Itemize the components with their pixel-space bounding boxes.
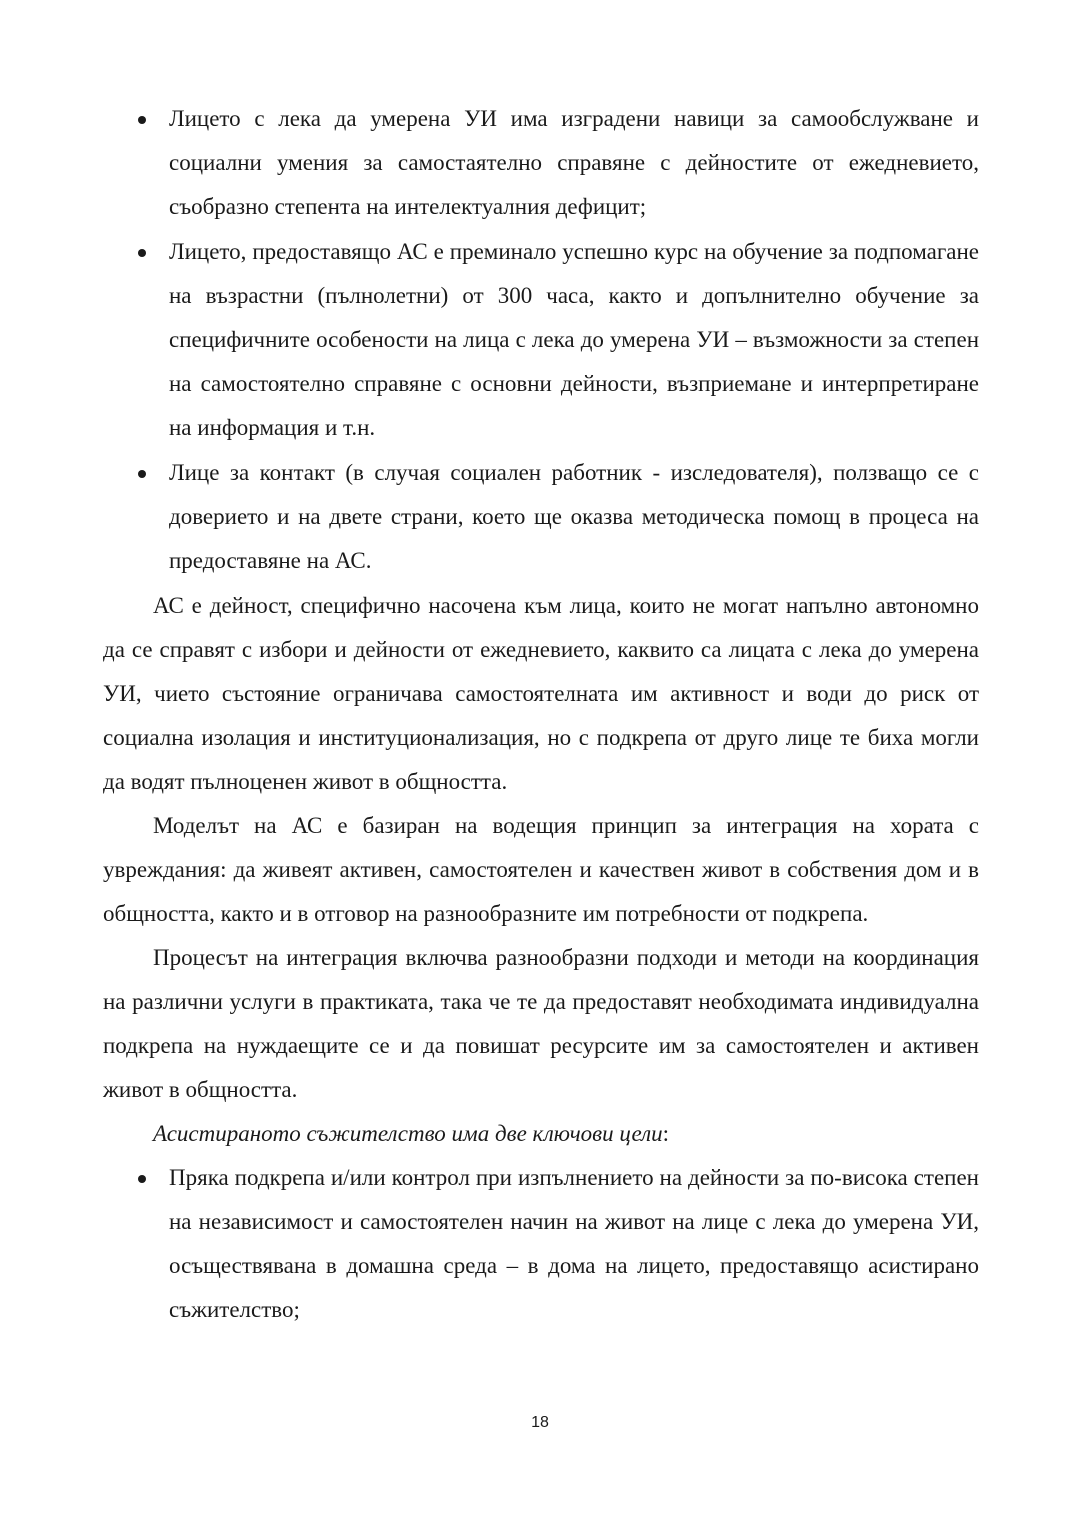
paragraph-integration: Процесът на интеграция включва разнообразни подходи и методи на координация на различни услуги в практиката, така че те да предоставят необходимата индивидуална подкрепа на нуждаещите се и да повишат ресурсите им за самостоятелен и активен живот в общността. bbox=[103, 945, 979, 1102]
italic-lead-suffix: : bbox=[662, 1121, 670, 1146]
bullet-list-top bbox=[103, 97, 979, 583]
paragraph-model: Моделът на АС е базиран на водещия принцип за интеграция на хората с увреждания: да живеят активен, самостоятелен и качествен живот в собствения дом и в общността, както и в отговор на разнообразните им потребности от подкрепа. bbox=[103, 813, 979, 926]
bullet-text: Лицето, предоставящо АС е преминало успешно курс на обучение за подпомагане на възрастни (пълнолетни) от 300 часа, както и допълнително обучение за специфичните особености на лица с лека до умерена УИ – възможности за степен на самостоятелно справяне с основни дейности, възприемане и интерпретиране на информация и т.н. bbox=[169, 239, 979, 440]
paragraph-as-definition: АС е дейност, специфично насочена към лица, които не могат напълно автономно да се справят с избори и дейности от ежедневието, каквито са лицата с лека до умерена УИ, чието състояние ограничава самостоятелната им активност и води до риск от социална изолация и институционализация, но с подкрепа от друго лице те биха могли да водят пълноценен живот в общността. bbox=[103, 593, 979, 794]
bullet-text: Лицето с лека да умерена УИ има изградени навици за самообслужване и социални умения за самостаятелно справяне с дейностите от ежедневието, съобразно степента на интелектуалния дефицит; bbox=[169, 106, 979, 219]
bullet-item bbox=[103, 1156, 979, 1332]
page-number: 18 bbox=[531, 1414, 549, 1431]
bullet-item bbox=[103, 451, 979, 583]
bullet-text: Пряка подкрепа и/или контрол при изпълнението на дейности за по-висока степен на независимост и самостоятелен начин на живот на лице с лека до умерена УИ, осъществявана в домашна среда – в дома на лицето, предоставящо асистирано съжителство; bbox=[169, 1165, 979, 1322]
bullet-text: Лице за контакт (в случая социален работник - изследователя), ползващо се с доверието и на двете страни, което ще оказва методическа помощ в процеса на предоставяне на АС. bbox=[169, 460, 979, 573]
bullet-icon bbox=[138, 249, 146, 257]
bullet-list-bottom bbox=[103, 1156, 979, 1332]
italic-lead-text: Асистираното съжителство има две ключови цели bbox=[153, 1121, 663, 1146]
bullet-icon bbox=[138, 116, 146, 124]
bullet-item bbox=[103, 230, 979, 450]
italic-lead-line bbox=[103, 1112, 979, 1156]
bullet-icon bbox=[138, 470, 146, 478]
bullet-item bbox=[103, 97, 979, 229]
document-page bbox=[103, 97, 979, 1333]
bullet-icon bbox=[138, 1175, 146, 1183]
